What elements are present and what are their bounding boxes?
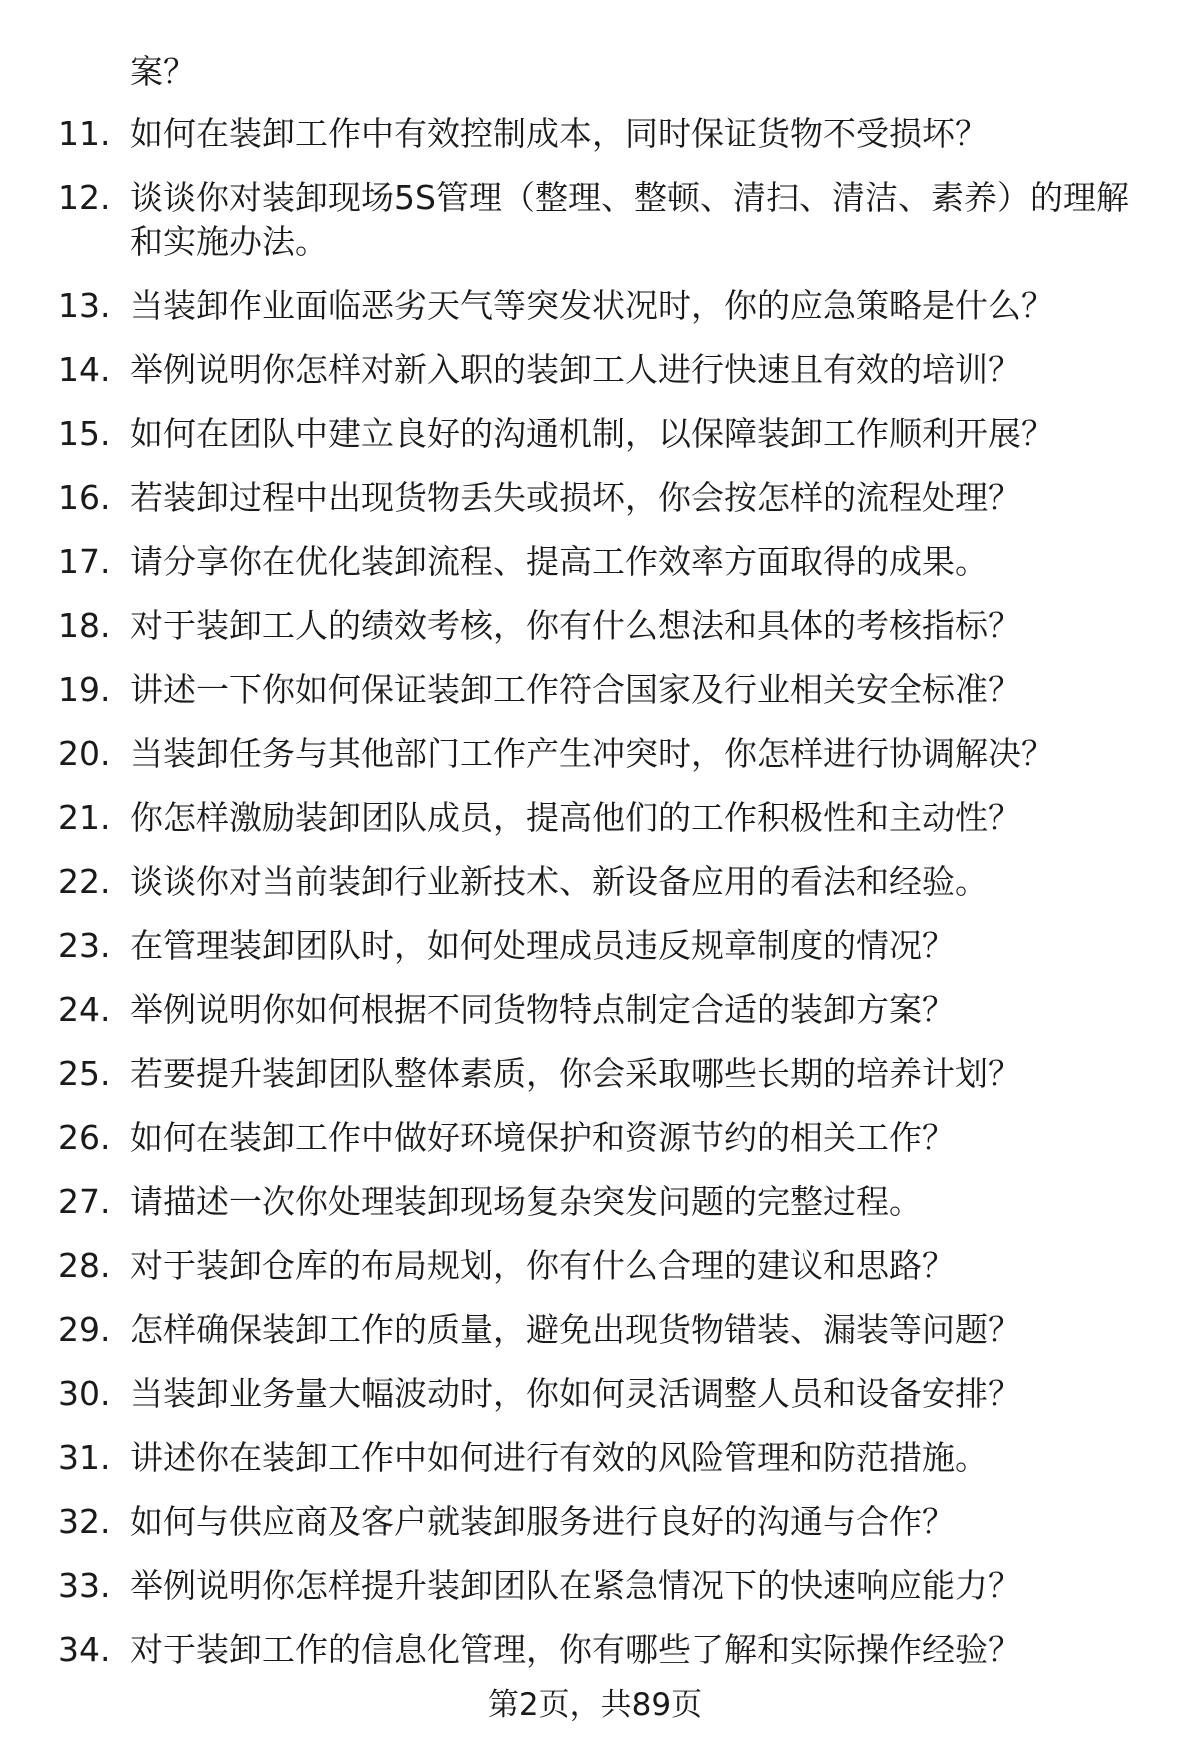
question-text: 如何在装卸工作中有效控制成本，同时保证货物不受损坏？: [130, 114, 988, 153]
question-number: 28.: [58, 1246, 111, 1285]
question-text: 举例说明你怎样对新入职的装卸工人进行快速且有效的培训？: [130, 350, 1021, 389]
question-number: 24.: [58, 990, 111, 1029]
question-text: 你怎样激励装卸团队成员，提高他们的工作积极性和主动性？: [130, 798, 1021, 837]
question-text: 在管理装卸团队时，如何处理成员违反规章制度的情况？: [130, 926, 955, 965]
question-item: [0, 284, 1190, 328]
question-item: [0, 1500, 1190, 1544]
question-number: 32.: [58, 1502, 111, 1541]
question-text: 对于装卸仓库的布局规划，你有什么合理的建议和思路？: [130, 1246, 955, 1285]
question-item: [0, 732, 1190, 776]
question-number: 33.: [58, 1566, 111, 1605]
question-text: 讲述一下你如何保证装卸工作符合国家及行业相关安全标准？: [130, 670, 1021, 709]
question-number: 30.: [58, 1374, 111, 1413]
question-number: 14.: [58, 350, 111, 389]
question-item: [0, 112, 1190, 156]
question-list: [0, 112, 1190, 1692]
question-number: 20.: [58, 734, 111, 773]
question-text: 当装卸任务与其他部门工作产生冲突时，你怎样进行协调解决？: [130, 734, 1054, 773]
question-item: [0, 176, 1190, 264]
question-text: 讲述你在装卸工作中如何进行有效的风险管理和防范措施。: [130, 1438, 988, 1477]
question-item: [0, 604, 1190, 648]
question-number: 27.: [58, 1182, 111, 1221]
question-text: 当装卸业务量大幅波动时，你如何灵活调整人员和设备安排？: [130, 1374, 1021, 1413]
question-text: 谈谈你对装卸现场5S管理（整理、整顿、清扫、清洁、素养）的理解和实施办法。: [130, 178, 1129, 261]
question-item: [0, 1564, 1190, 1608]
question-text: 如何与供应商及客户就装卸服务进行良好的沟通与合作？: [130, 1502, 955, 1541]
question-text: 若要提升装卸团队整体素质，你会采取哪些长期的培养计划？: [130, 1054, 1021, 1093]
question-number: 15.: [58, 414, 111, 453]
question-item: [0, 1116, 1190, 1160]
question-item: [0, 540, 1190, 584]
question-number: 31.: [58, 1438, 111, 1477]
question-item: [0, 796, 1190, 840]
question-number: 16.: [58, 478, 111, 517]
question-item: [0, 1628, 1190, 1672]
question-text: 如何在装卸工作中做好环境保护和资源节约的相关工作？: [130, 1118, 955, 1157]
question-item: [0, 412, 1190, 456]
question-number: 11.: [58, 114, 111, 153]
question-number: 26.: [58, 1118, 111, 1157]
continued-question-text: 案？: [130, 52, 196, 91]
question-item: [0, 348, 1190, 392]
page-indicator: 第2页，共89页: [487, 1687, 703, 1723]
question-item: [0, 1180, 1190, 1224]
question-item: [0, 668, 1190, 712]
question-text: 如何在团队中建立良好的沟通机制，以保障装卸工作顺利开展？: [130, 414, 1054, 453]
question-item: [0, 988, 1190, 1032]
question-item: [0, 1372, 1190, 1416]
question-item: [0, 1244, 1190, 1288]
question-text: 请描述一次你处理装卸现场复杂突发问题的完整过程。: [130, 1182, 922, 1221]
question-number: 22.: [58, 862, 111, 901]
question-text: 怎样确保装卸工作的质量，避免出现货物错装、漏装等问题？: [130, 1310, 1021, 1349]
question-number: 12.: [58, 178, 111, 217]
question-number: 18.: [58, 606, 111, 645]
question-text: 对于装卸工人的绩效考核，你有什么想法和具体的考核指标？: [130, 606, 1021, 645]
question-item: [0, 1308, 1190, 1352]
question-text: 若装卸过程中出现货物丢失或损坏，你会按怎样的流程处理？: [130, 478, 1021, 517]
question-item: [0, 476, 1190, 520]
question-text: 举例说明你如何根据不同货物特点制定合适的装卸方案？: [130, 990, 955, 1029]
question-item: [0, 1052, 1190, 1096]
question-number: 19.: [58, 670, 111, 709]
question-text: 对于装卸工作的信息化管理，你有哪些了解和实际操作经验？: [130, 1630, 1021, 1669]
question-item: [0, 924, 1190, 968]
question-number: 23.: [58, 926, 111, 965]
question-number: 29.: [58, 1310, 111, 1349]
question-text: 当装卸作业面临恶劣天气等突发状况时，你的应急策略是什么？: [130, 286, 1054, 325]
question-text: 谈谈你对当前装卸行业新技术、新设备应用的看法和经验。: [130, 862, 988, 901]
question-text: 请分享你在优化装卸流程、提高工作效率方面取得的成果。: [130, 542, 988, 581]
question-item: [0, 1436, 1190, 1480]
question-number: 25.: [58, 1054, 111, 1093]
question-item: [0, 860, 1190, 904]
question-number: 34.: [58, 1630, 111, 1669]
question-number: 21.: [58, 798, 111, 837]
question-number: 17.: [58, 542, 111, 581]
question-text: 举例说明你怎样提升装卸团队在紧急情况下的快速响应能力？: [130, 1566, 1021, 1605]
question-number: 13.: [58, 286, 111, 325]
